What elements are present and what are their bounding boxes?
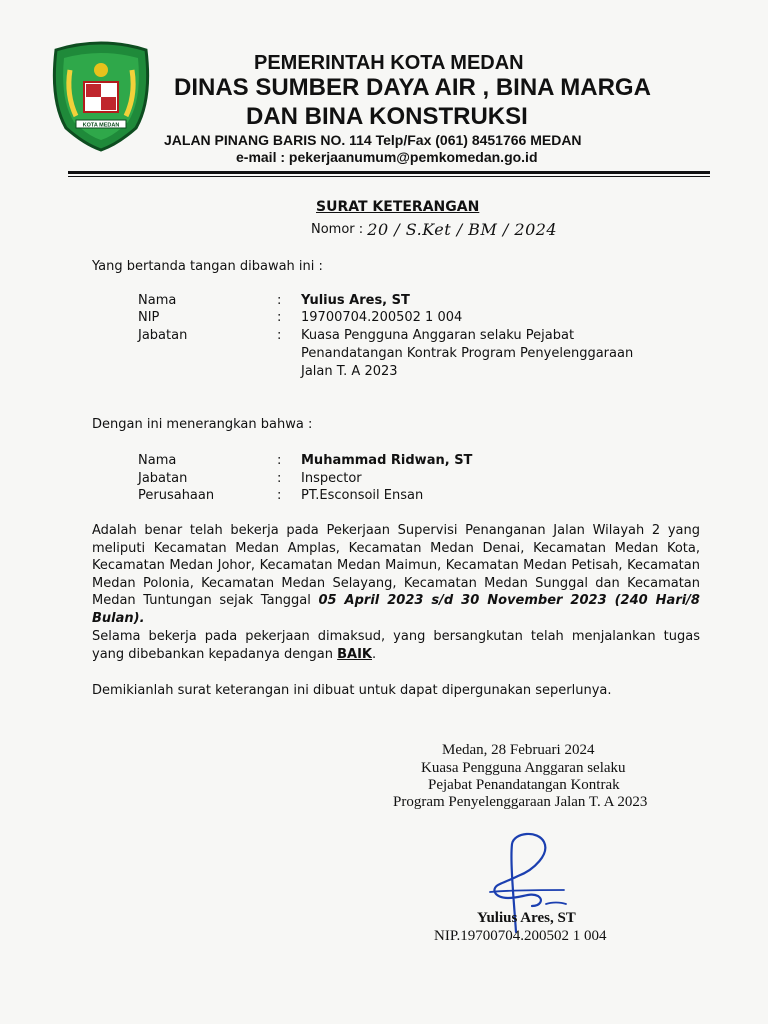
place-date: Medan, 28 Februari 2024 <box>442 742 595 758</box>
signer-nip-label: NIP <box>138 310 160 325</box>
colon: : <box>277 310 282 325</box>
government-name: PEMERINTAH KOTA MEDAN <box>254 52 524 74</box>
letter-title: SURAT KETERANGAN <box>316 199 480 215</box>
letterhead-rule-thin <box>68 176 710 177</box>
body-paragraph-2-end: . <box>372 646 377 662</box>
signer-role-line2: Pejabat Penandatangan Kontrak <box>428 777 620 793</box>
colon: : <box>277 471 282 486</box>
subject-name-value: Muhammad Ridwan, ST <box>301 453 473 468</box>
signer-name-label: Nama <box>138 293 177 308</box>
body-paragraph-2 <box>92 628 700 663</box>
kota-medan-logo <box>46 40 156 152</box>
statement-intro: Dengan ini menerangkan bahwa : <box>92 417 313 432</box>
body-paragraph-2-text: Selama bekerja pada pekerjaan dimaksud, yang bersangkutan telah menjalankan tugas yang dibebankan kepadanya dengan <box>92 629 700 662</box>
signer-role-line3: Program Penyelenggaraan Jalan T. A 2023 <box>393 794 648 810</box>
body-paragraph-1-text: Adalah benar telah bekerja pada Pekerjaan Supervisi Penanganan Jalan Wilayah 2 yang meliputi Kecamatan Medan Amplas, Kecamatan Medan Denai, Kecamatan Medan Kota, Kecamatan Medan Johor, Kecamatan Medan Maimun, Kecamatan Medan Petisah, Kecamatan Medan Polonia, Kecamatan Medan Selayang, Kecamatan Medan Sunggal dan Kecamatan Medan Tuntungan sejak Tanggal <box>92 523 700 609</box>
letter-number-value: 20 / S.Ket / BM / 2024 <box>367 220 558 239</box>
subject-position-value: Inspector <box>301 471 362 486</box>
signer-position-label: Jabatan <box>138 328 188 343</box>
subject-company-value: PT.Esconsoil Ensan <box>301 488 424 503</box>
work-period: 05 April 2023 s/d 30 November 2023 (240 Hari/8 Bulan). <box>92 593 700 626</box>
signer-nip: NIP.19700704.200502 1 004 <box>434 928 607 944</box>
closing-text: Demikianlah surat keterangan ini dibuat untuk dapat dipergunakan seperlunya. <box>92 683 612 698</box>
signer-name-value: Yulius Ares, ST <box>301 293 410 308</box>
signer-role-line1: Kuasa Pengguna Anggaran selaku <box>421 760 626 776</box>
performance-rating: BAIK <box>337 646 373 662</box>
subject-company-label: Perusahaan <box>138 488 215 503</box>
letter-number-label: Nomor : <box>311 222 364 237</box>
letterhead-rule-thick <box>68 171 710 174</box>
colon: : <box>277 293 282 308</box>
signer-position-line3: Jalan T. A 2023 <box>301 364 398 379</box>
body-paragraph-1 <box>92 522 700 628</box>
agency-email: e-mail : pekerjaanumum@pemkomedan.go.id <box>236 149 538 165</box>
letter-number <box>311 220 557 239</box>
agency-name-line2: DAN BINA KONSTRUKSI <box>246 103 528 130</box>
colon: : <box>277 488 282 503</box>
subject-position-label: Jabatan <box>138 471 188 486</box>
agency-address: JALAN PINANG BARIS NO. 114 Telp/Fax (061) 8451766 MEDAN <box>164 132 582 148</box>
signer-position-line1: Kuasa Pengguna Anggaran selaku Pejabat <box>301 328 575 343</box>
logo-caption: KOTA MEDAN <box>82 122 120 129</box>
intro-text: Yang bertanda tangan dibawah ini : <box>92 259 323 274</box>
subject-name-label: Nama <box>138 453 177 468</box>
colon: : <box>277 453 282 468</box>
signer-position-line2: Penandatangan Kontrak Program Penyelenggaraan <box>301 346 634 361</box>
agency-name-line1: DINAS SUMBER DAYA AIR , BINA MARGA <box>174 74 651 101</box>
signer-nip-value: 19700704.200502 1 004 <box>301 310 463 325</box>
signer-name: Yulius Ares, ST <box>477 910 576 926</box>
colon: : <box>277 328 282 343</box>
